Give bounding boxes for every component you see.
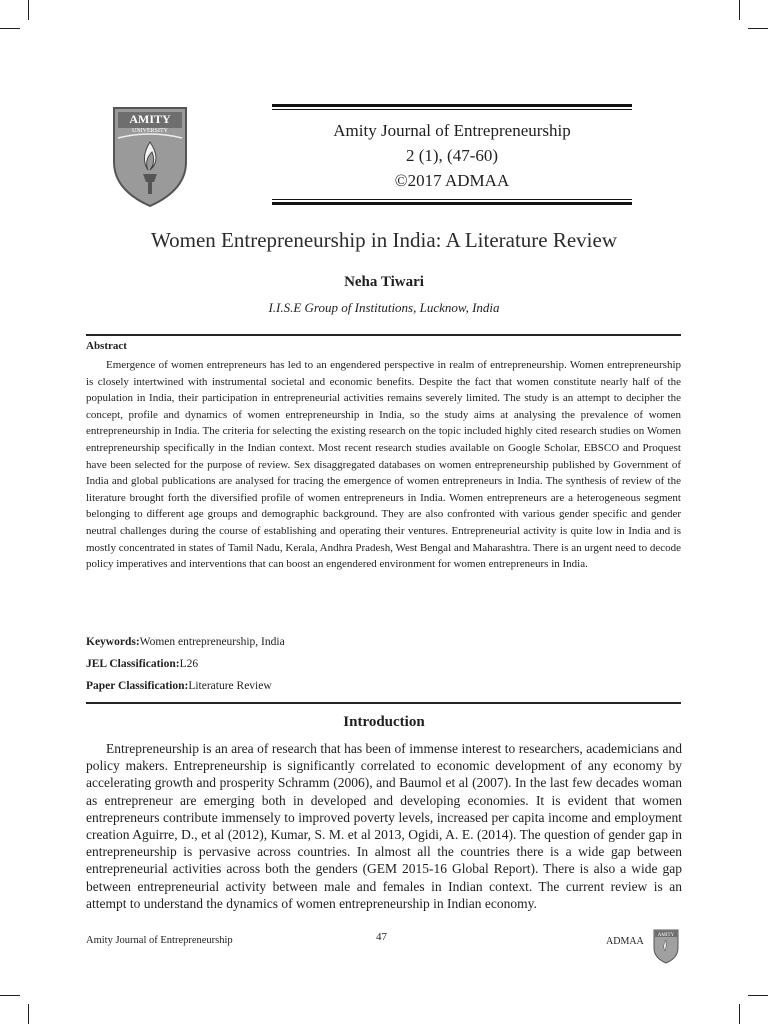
abstract-bottom-rule xyxy=(86,702,681,704)
crop-mark xyxy=(748,28,768,29)
crop-mark xyxy=(739,1004,740,1024)
paper-classification-value: Literature Review xyxy=(188,680,272,692)
keywords-value: Women entrepreneurship, India xyxy=(139,636,285,648)
svg-text:UNIVERSITY: UNIVERSITY xyxy=(132,128,168,134)
footer-amity-logo xyxy=(652,928,680,964)
copyright: ©2017 ADMAA xyxy=(394,171,510,190)
jel-line xyxy=(86,658,198,670)
introduction-body: Entrepreneurship is an area of research that has been of immense interest to researchers, academicians and policy makers. Entrepreneurship is significantly correlated to economic development of any economy by accelerating growth and prosperity Schramm (2006), and Baumol et al (2007). In the last few decades woman as entrepreneur are emerging both in developed and developing economies. It is evident that women entrepreneurs contribute immensely to improved poverty levels, increased per capita income and employment creation Aguirre, D., et al (2012), Kumar, S. M. et al 2013, Ogidi, A. E. (2014). The question of gender gap in entrepreneurship is pervasive across countries. In almost all the countries there is a wide gap between entrepreneurial activities across both the genders (GEM 2015-16 Global Report). There is also a wide gap between entrepreneurial activity between male and females in Indian context. The current review is an attempt to understand the dynamics of women entrepreneurship in Indian economy. xyxy=(86,741,682,911)
crop-mark xyxy=(739,0,740,20)
abstract-top-rule xyxy=(86,334,681,336)
keywords-line xyxy=(86,636,285,648)
crop-mark xyxy=(0,28,20,29)
header-rule xyxy=(272,199,632,200)
volume-issue: 2 (1), (47-60) xyxy=(405,146,499,165)
journal-name: Amity Journal of Entrepreneurship xyxy=(333,121,571,140)
svg-text:AMITY: AMITY xyxy=(657,933,675,938)
footer-journal-name: Amity Journal of Entrepreneurship xyxy=(86,935,233,946)
paper-classification-label: Paper Classification: xyxy=(86,680,189,692)
header-rule xyxy=(272,104,632,107)
jel-value: L26 xyxy=(179,658,199,670)
header-rule xyxy=(272,109,632,110)
svg-text:AMITY: AMITY xyxy=(129,112,171,126)
footer-publisher: ADMAA xyxy=(606,936,644,947)
crop-mark xyxy=(0,995,20,996)
abstract-heading: Abstract xyxy=(86,340,127,352)
abstract-body: Emergence of women entrepreneurs has led to an engendered perspective in realm of entrepreneurship. Women entrepreneurship is closely intertwined with instrumental societal and economic benefits. Despite the fact that women constitute nearly half of the population in India, their participation in entrepreneurial activities remains severely limited. The study is an attempt to decipher the concept, profile and dynamics of women entrepreneurship in India, so the study aims at analysing the prevalence of women entrepreneurship in India. The criteria for selecting the existing research on the topic included highly cited research studies on Women entrepreneurship specifically in the Indian context. Most recent research studies available on Google Scholar, EBSCO and Proquest have been selected for the purpose of review. Sex disaggregated databases on women entrepreneurship published by Government of India and global publications are analysed for tracing the emergence of women entrepreneurs in India. The synthesis of review of the literature brought forth the diversified profile of women entrepreneurs in India. Women entrepreneurs are a heterogeneous segment belonging to different age groups and demographic background. They are also confronted with various gender specific and gender neutral challenges during the course of establishing and operating their ventures. Entrepreneurial activity is quite low in India and is mostly concentrated in states of Tamil Nadu, Kerala, Andhra Pradesh, West Bengal and Maharashtra. There is an urgent need to decode policy imperatives and interventions that can boost an engendered environment for women entrepreneurs in India. xyxy=(86,359,682,571)
introduction-heading: Introduction xyxy=(343,714,425,730)
header-rule xyxy=(272,202,632,205)
jel-label: JEL Classification: xyxy=(86,658,180,670)
author-name: Neha Tiwari xyxy=(344,274,424,290)
amity-university-logo xyxy=(110,104,190,208)
crop-mark xyxy=(28,1004,29,1024)
keywords-label: Keywords: xyxy=(86,636,140,648)
author-affiliation: I.I.S.E Group of Institutions, Lucknow, India xyxy=(268,300,500,315)
article-title: Women Entrepreneurship in India: A Literature Review xyxy=(151,228,617,252)
crop-mark xyxy=(28,0,29,20)
page-number: 47 xyxy=(376,931,387,943)
crop-mark xyxy=(748,995,768,996)
paper-classification-line xyxy=(86,680,272,692)
